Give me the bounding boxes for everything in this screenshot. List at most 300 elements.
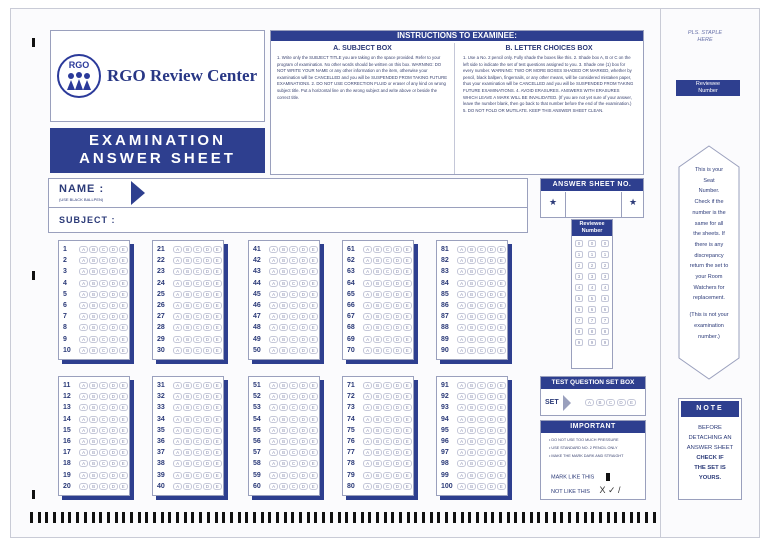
answer-bubble[interactable]: B [467,427,475,434]
answer-bubble[interactable]: E [497,291,505,298]
answer-bubble[interactable]: D [299,427,307,434]
answer-bubble[interactable]: C [477,449,485,456]
answer-bubble[interactable]: D [393,483,401,490]
answer-bubble[interactable]: C [289,438,297,445]
answer-bubble[interactable]: E [119,416,127,423]
answer-bubble[interactable]: B [279,313,287,320]
answer-bubble[interactable]: E [497,416,505,423]
answer-bubble[interactable]: E [403,416,411,423]
answer-bubble[interactable]: C [477,460,485,467]
answer-bubble[interactable]: C [99,280,107,287]
answer-bubble[interactable]: E [309,268,317,275]
answer-bubble[interactable]: A [457,472,465,479]
answer-bubble[interactable]: E [309,460,317,467]
answer-bubble[interactable]: E [309,246,317,253]
answer-bubble[interactable]: D [393,280,401,287]
answer-bubble[interactable]: C [477,483,485,490]
answer-bubble[interactable]: C [383,313,391,320]
digit-bubble[interactable]: 5 [601,295,609,302]
answer-bubble[interactable]: D [203,302,211,309]
answer-bubble[interactable]: E [403,336,411,343]
answer-bubble[interactable]: E [497,268,505,275]
answer-bubble[interactable]: C [193,404,201,411]
answer-bubble[interactable]: B [373,393,381,400]
answer-bubble[interactable]: C [99,449,107,456]
answer-bubble[interactable]: B [279,336,287,343]
answer-bubble[interactable]: B [279,347,287,354]
answer-bubble[interactable]: E [403,483,411,490]
answer-bubble[interactable]: E [403,302,411,309]
answer-bubble[interactable]: B [467,246,475,253]
answer-bubble[interactable]: B [183,427,191,434]
answer-bubble[interactable]: E [213,302,221,309]
answer-bubble[interactable]: C [193,438,201,445]
answer-bubble[interactable]: B [279,449,287,456]
answer-bubble[interactable]: C [193,483,201,490]
answer-bubble[interactable]: C [193,280,201,287]
answer-bubble[interactable]: C [289,427,297,434]
answer-bubble[interactable]: C [99,416,107,423]
answer-bubble[interactable]: E [119,257,127,264]
answer-bubble[interactable]: A [79,257,87,264]
answer-bubble[interactable]: A [457,438,465,445]
answer-bubble[interactable]: D [299,291,307,298]
answer-bubble[interactable]: E [497,347,505,354]
answer-bubble[interactable]: D [203,460,211,467]
answer-bubble[interactable]: D [299,472,307,479]
answer-bubble[interactable]: B [183,313,191,320]
answer-bubble[interactable]: C [99,438,107,445]
answer-bubble[interactable]: E [119,404,127,411]
answer-bubble[interactable]: E [213,460,221,467]
answer-bubble[interactable]: A [79,313,87,320]
answer-bubble[interactable]: E [213,313,221,320]
answer-bubble[interactable]: C [193,347,201,354]
answer-bubble[interactable]: E [213,483,221,490]
answer-bubble[interactable]: C [383,291,391,298]
answer-bubble[interactable]: A [269,404,277,411]
answer-bubble[interactable]: E [309,302,317,309]
answer-bubble[interactable]: A [363,427,371,434]
answer-bubble[interactable]: A [79,483,87,490]
answer-bubble[interactable]: E [213,427,221,434]
answer-bubble[interactable]: E [309,313,317,320]
answer-bubble[interactable]: B [467,460,475,467]
digit-bubble[interactable]: 8 [588,328,596,335]
answer-bubble[interactable]: C [193,382,201,389]
answer-bubble[interactable]: E [213,393,221,400]
answer-bubble[interactable]: B [373,460,381,467]
answer-bubble[interactable]: A [173,483,181,490]
answer-bubble[interactable]: E [309,336,317,343]
answer-bubble[interactable]: C [99,472,107,479]
answer-bubble[interactable]: C [383,268,391,275]
answer-bubble[interactable]: E [497,427,505,434]
answer-bubble[interactable]: E [497,382,505,389]
answer-bubble[interactable]: A [363,416,371,423]
answer-bubble[interactable]: E [119,427,127,434]
answer-bubble[interactable]: E [119,460,127,467]
answer-bubble[interactable]: A [173,472,181,479]
answer-bubble[interactable]: E [309,449,317,456]
answer-bubble[interactable]: C [477,347,485,354]
answer-bubble[interactable]: A [363,268,371,275]
answer-bubble[interactable]: E [309,416,317,423]
answer-bubble[interactable]: B [467,291,475,298]
answer-bubble[interactable]: A [79,427,87,434]
answer-bubble[interactable]: E [119,449,127,456]
answer-bubble[interactable]: B [373,382,381,389]
digit-bubble[interactable]: 2 [575,262,583,269]
answer-bubble[interactable]: E [309,404,317,411]
answer-bubble[interactable]: B [183,438,191,445]
answer-bubble[interactable]: D [393,246,401,253]
answer-bubble[interactable]: D [487,246,495,253]
answer-bubble[interactable]: C [99,347,107,354]
answer-bubble[interactable]: D [393,404,401,411]
name-field[interactable] [145,181,525,205]
answer-bubble[interactable]: D [109,347,117,354]
answer-bubble[interactable]: D [109,416,117,423]
answer-bubble[interactable]: E [403,313,411,320]
answer-bubble[interactable]: D [487,291,495,298]
answer-bubble[interactable]: A [363,302,371,309]
answer-bubble[interactable]: A [363,393,371,400]
answer-bubble[interactable]: A [457,382,465,389]
answer-bubble[interactable]: E [213,449,221,456]
answer-bubble[interactable]: C [193,324,201,331]
answer-bubble[interactable]: D [299,280,307,287]
answer-bubble[interactable]: A [269,416,277,423]
digit-bubble[interactable]: 1 [601,251,609,258]
answer-bubble[interactable]: D [109,460,117,467]
answer-bubble[interactable]: E [213,347,221,354]
answer-bubble[interactable]: B [279,483,287,490]
answer-bubble[interactable]: D [487,268,495,275]
answer-bubble[interactable]: D [109,404,117,411]
answer-bubble[interactable]: C [289,416,297,423]
digit-bubble[interactable]: 9 [588,339,596,346]
answer-bubble[interactable]: A [79,416,87,423]
answer-bubble[interactable]: C [193,460,201,467]
answer-bubble[interactable]: B [89,302,97,309]
answer-bubble[interactable]: D [299,416,307,423]
answer-bubble[interactable]: E [403,449,411,456]
answer-bubble[interactable]: E [213,246,221,253]
answer-bubble[interactable]: C [289,404,297,411]
answer-bubble[interactable]: C [383,449,391,456]
answer-bubble[interactable]: D [203,393,211,400]
answer-bubble[interactable]: A [457,416,465,423]
answer-bubble[interactable]: C [383,324,391,331]
answer-bubble[interactable]: D [487,382,495,389]
answer-bubble[interactable]: E [119,472,127,479]
answer-bubble[interactable]: D [393,460,401,467]
answer-bubble[interactable]: A [173,416,181,423]
answer-bubble[interactable]: C [383,404,391,411]
answer-bubble[interactable]: D [393,347,401,354]
digit-bubble[interactable]: 6 [601,306,609,313]
answer-bubble[interactable]: A [79,268,87,275]
answer-bubble[interactable]: A [363,483,371,490]
answer-bubble[interactable]: A [269,291,277,298]
answer-bubble[interactable]: C [289,291,297,298]
answer-bubble[interactable]: B [373,483,381,490]
answer-bubble[interactable]: C [477,382,485,389]
answer-bubble[interactable]: B [279,404,287,411]
answer-bubble[interactable]: A [457,324,465,331]
answer-bubble[interactable]: D [203,416,211,423]
answer-bubble[interactable]: A [173,302,181,309]
answer-bubble[interactable]: D [487,324,495,331]
answer-bubble[interactable]: D [487,483,495,490]
digit-bubble[interactable]: 1 [575,251,583,258]
digit-bubble[interactable]: 3 [601,273,609,280]
answer-bubble[interactable]: D [393,438,401,445]
answer-bubble[interactable]: E [403,324,411,331]
answer-bubble[interactable]: D [487,302,495,309]
digit-bubble[interactable]: 4 [588,284,596,291]
answer-bubble[interactable]: C [193,302,201,309]
set-bubble[interactable]: D [617,399,626,406]
digit-bubble[interactable]: 8 [575,328,583,335]
answer-bubble[interactable]: A [173,313,181,320]
answer-bubble[interactable]: D [299,257,307,264]
answer-bubble[interactable]: B [183,472,191,479]
answer-bubble[interactable]: E [497,483,505,490]
answer-bubble[interactable]: B [279,302,287,309]
answer-bubble[interactable]: A [173,393,181,400]
answer-bubble[interactable]: E [213,404,221,411]
answer-bubble[interactable]: B [183,336,191,343]
answer-bubble[interactable]: A [457,291,465,298]
answer-bubble[interactable]: E [497,449,505,456]
digit-bubble[interactable]: 7 [601,317,609,324]
answer-bubble[interactable]: C [289,268,297,275]
answer-bubble[interactable]: D [487,460,495,467]
digit-bubble[interactable]: 1 [588,251,596,258]
answer-bubble[interactable]: B [373,257,381,264]
digit-bubble[interactable]: 9 [575,339,583,346]
answer-bubble[interactable]: B [89,324,97,331]
answer-bubble[interactable]: B [373,280,381,287]
answer-bubble[interactable]: C [99,246,107,253]
answer-bubble[interactable]: C [289,449,297,456]
answer-bubble[interactable]: A [457,393,465,400]
answer-bubble[interactable]: E [403,393,411,400]
answer-bubble[interactable]: E [497,393,505,400]
answer-bubble[interactable]: A [173,257,181,264]
answer-bubble[interactable]: C [99,393,107,400]
answer-bubble[interactable]: E [119,302,127,309]
answer-bubble[interactable]: C [383,472,391,479]
answer-bubble[interactable]: C [477,280,485,287]
answer-bubble[interactable]: C [99,483,107,490]
digit-bubble[interactable]: 2 [588,262,596,269]
answer-bubble[interactable]: E [403,257,411,264]
answer-bubble[interactable]: A [173,438,181,445]
answer-bubble[interactable]: C [383,416,391,423]
answer-bubble[interactable]: E [497,257,505,264]
answer-bubble[interactable]: B [89,257,97,264]
answer-bubble[interactable]: C [99,336,107,343]
answer-bubble[interactable]: C [193,268,201,275]
answer-bubble[interactable]: D [203,438,211,445]
answer-bubble[interactable]: C [477,472,485,479]
answer-bubble[interactable]: E [497,336,505,343]
answer-bubble[interactable]: C [193,416,201,423]
answer-bubble[interactable]: A [363,472,371,479]
answer-bubble[interactable]: D [203,291,211,298]
answer-bubble[interactable]: A [269,324,277,331]
answer-bubble[interactable]: C [289,347,297,354]
answer-bubble[interactable]: B [279,280,287,287]
answer-bubble[interactable]: B [89,460,97,467]
answer-bubble[interactable]: D [487,416,495,423]
answer-bubble[interactable]: E [213,280,221,287]
answer-bubble[interactable]: D [393,257,401,264]
answer-bubble[interactable]: D [487,438,495,445]
answer-bubble[interactable]: B [183,257,191,264]
answer-bubble[interactable]: D [109,336,117,343]
answer-bubble[interactable]: D [393,268,401,275]
answer-bubble[interactable]: D [203,336,211,343]
answer-bubble[interactable]: E [497,438,505,445]
subject-field[interactable] [121,209,525,231]
answer-bubble[interactable]: A [79,449,87,456]
answer-bubble[interactable]: C [193,427,201,434]
answer-bubble[interactable]: C [289,460,297,467]
answer-bubble[interactable]: B [373,324,381,331]
answer-bubble[interactable]: D [487,472,495,479]
answer-bubble[interactable]: B [467,382,475,389]
answer-bubble[interactable]: B [183,347,191,354]
answer-bubble[interactable]: A [269,438,277,445]
answer-bubble[interactable]: A [269,257,277,264]
answer-bubble[interactable]: C [193,246,201,253]
answer-bubble[interactable]: B [183,246,191,253]
answer-bubble[interactable]: B [279,382,287,389]
answer-bubble[interactable]: C [289,483,297,490]
answer-bubble[interactable]: A [363,438,371,445]
answer-bubble[interactable]: E [403,291,411,298]
answer-bubble[interactable]: A [79,393,87,400]
answer-bubble[interactable]: B [373,268,381,275]
answer-bubble[interactable]: E [403,404,411,411]
answer-bubble[interactable]: D [393,382,401,389]
answer-bubble[interactable]: E [213,324,221,331]
answer-bubble[interactable]: C [99,404,107,411]
answer-bubble[interactable]: C [99,460,107,467]
answer-bubble[interactable]: E [213,336,221,343]
answer-bubble[interactable]: B [89,246,97,253]
answer-bubble[interactable]: C [383,347,391,354]
answer-bubble[interactable]: E [497,246,505,253]
answer-bubble[interactable]: D [299,324,307,331]
answer-bubble[interactable]: A [363,313,371,320]
answer-bubble[interactable]: C [383,438,391,445]
answer-bubble[interactable]: D [487,393,495,400]
answer-bubble[interactable]: E [119,313,127,320]
answer-bubble[interactable]: A [457,347,465,354]
answer-bubble[interactable]: D [109,324,117,331]
answer-bubble[interactable]: C [289,382,297,389]
digit-bubble[interactable]: 6 [588,306,596,313]
answer-bubble[interactable]: A [173,280,181,287]
answer-bubble[interactable]: D [299,393,307,400]
answer-bubble[interactable]: B [183,302,191,309]
answer-bubble[interactable]: C [289,246,297,253]
answer-bubble[interactable]: D [393,472,401,479]
answer-bubble[interactable]: B [183,460,191,467]
answer-bubble[interactable]: E [213,291,221,298]
answer-bubble[interactable]: C [193,449,201,456]
answer-bubble[interactable]: A [79,324,87,331]
answer-bubble[interactable]: B [89,382,97,389]
answer-bubble[interactable]: C [477,302,485,309]
answer-bubble[interactable]: C [99,324,107,331]
set-bubble[interactable]: B [596,399,605,406]
answer-bubble[interactable]: C [193,393,201,400]
digit-bubble[interactable]: 6 [575,306,583,313]
answer-bubble[interactable]: A [173,336,181,343]
answer-bubble[interactable]: D [487,449,495,456]
answer-bubble[interactable]: E [309,291,317,298]
answer-bubble[interactable]: A [269,313,277,320]
answer-bubble[interactable]: A [363,257,371,264]
answer-bubble[interactable]: D [487,313,495,320]
answer-bubble[interactable]: A [79,291,87,298]
answer-bubble[interactable]: B [467,257,475,264]
answer-bubble[interactable]: C [99,427,107,434]
answer-bubble[interactable]: B [467,280,475,287]
answer-bubble[interactable]: A [173,347,181,354]
answer-bubble[interactable]: B [89,347,97,354]
answer-bubble[interactable]: E [403,427,411,434]
answer-bubble[interactable]: D [109,449,117,456]
answer-bubble[interactable]: D [109,483,117,490]
digit-bubble[interactable]: 4 [575,284,583,291]
answer-bubble[interactable]: E [497,472,505,479]
answer-bubble[interactable]: C [99,268,107,275]
answer-bubble[interactable]: B [89,483,97,490]
answer-bubble[interactable]: D [109,382,117,389]
answer-bubble[interactable]: E [309,347,317,354]
answer-bubble[interactable]: B [279,460,287,467]
answer-bubble[interactable]: A [457,313,465,320]
answer-bubble[interactable]: A [363,324,371,331]
answer-bubble[interactable]: A [457,257,465,264]
answer-bubble[interactable]: B [183,483,191,490]
answer-bubble[interactable]: D [203,280,211,287]
answer-bubble[interactable]: A [457,460,465,467]
answer-bubble[interactable]: B [373,302,381,309]
answer-bubble[interactable]: E [309,324,317,331]
answer-bubble[interactable]: B [89,449,97,456]
answer-bubble[interactable]: C [477,404,485,411]
answer-bubble[interactable]: A [457,427,465,434]
answer-bubble[interactable]: A [269,460,277,467]
answer-bubble[interactable]: B [373,313,381,320]
answer-bubble[interactable]: D [299,483,307,490]
answer-bubble[interactable]: B [373,336,381,343]
answer-bubble[interactable]: A [457,404,465,411]
answer-bubble[interactable]: E [119,268,127,275]
answer-bubble[interactable]: B [467,324,475,331]
answer-bubble[interactable]: D [203,313,211,320]
answer-bubble[interactable]: E [403,268,411,275]
answer-bubble[interactable]: B [279,324,287,331]
